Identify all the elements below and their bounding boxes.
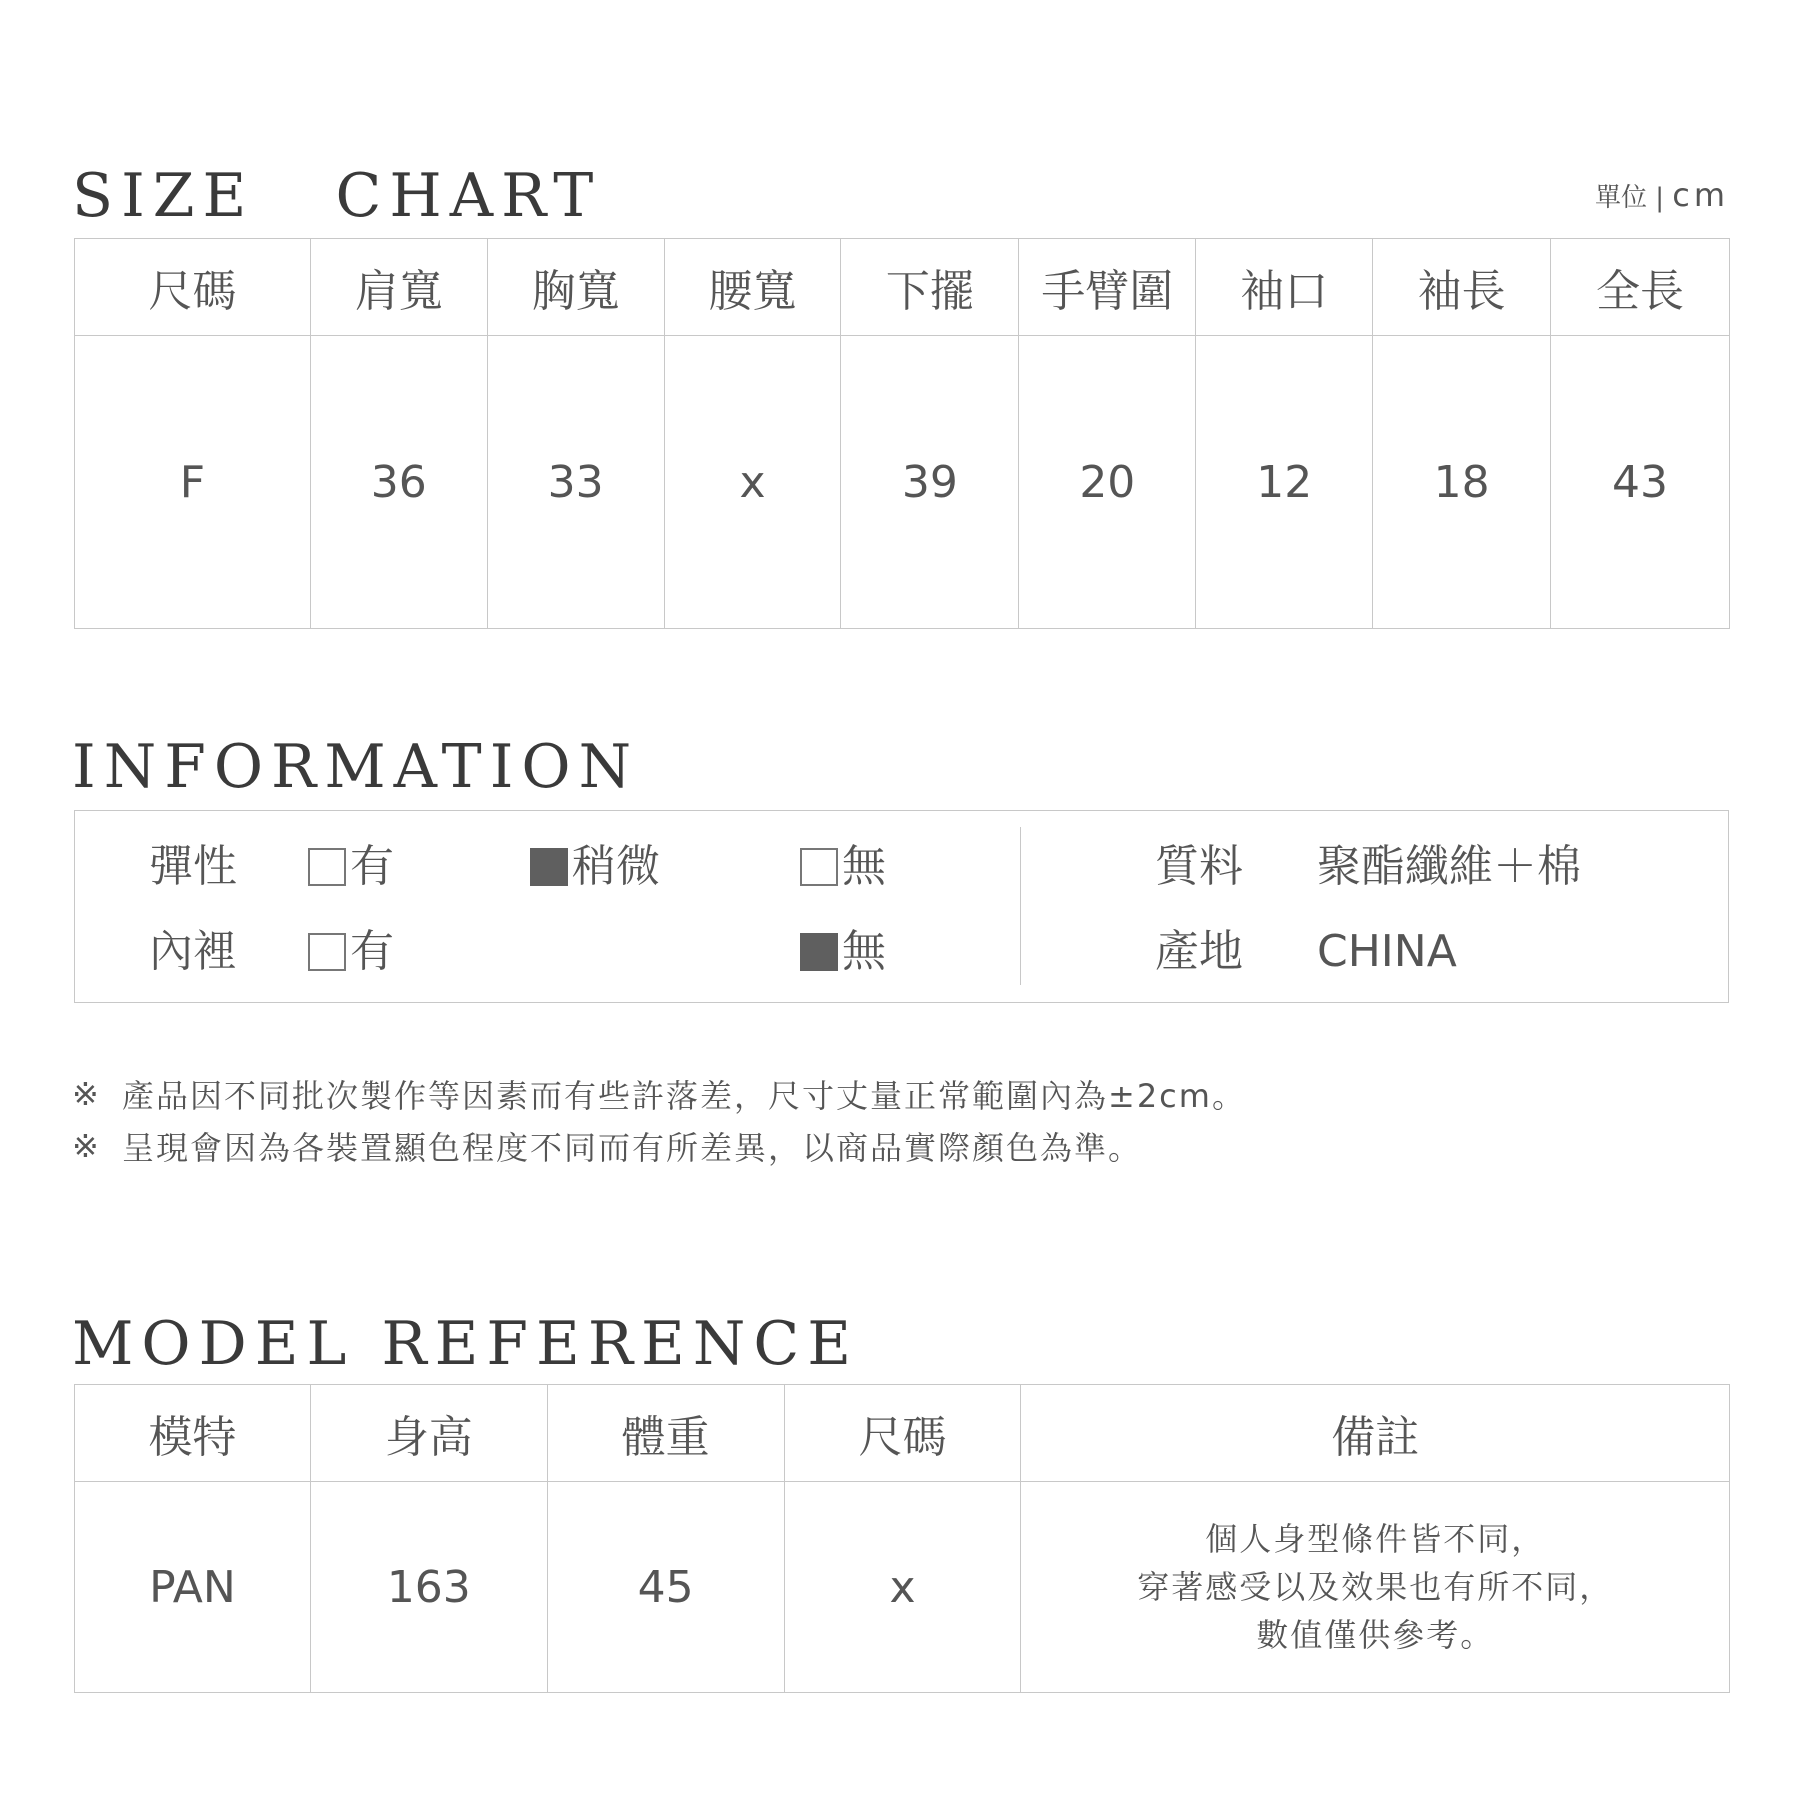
header-cell-length: 全長 <box>1551 239 1730 336</box>
note-line <box>72 1120 1246 1172</box>
cell-height: 163 <box>310 1482 547 1693</box>
checkbox-empty-icon <box>308 848 346 886</box>
cell-model: PAN <box>75 1482 311 1693</box>
material-value: 聚酯纖維＋棉 <box>1317 841 1581 892</box>
remark-line: 穿著感受以及效果也有所不同， <box>1137 1568 1614 1606</box>
cell-remark <box>1021 1482 1730 1693</box>
size-data-row <box>75 336 1730 629</box>
info-divider <box>1020 827 1021 985</box>
origin-value: CHINA <box>1317 926 1457 977</box>
option-label: 有 <box>350 841 394 892</box>
cell-size: x <box>784 1482 1021 1693</box>
cell-hem: 39 <box>841 336 1019 629</box>
cell-arm: 20 <box>1019 336 1196 629</box>
elasticity-label: 彈性 <box>149 841 237 892</box>
elasticity-option-none[interactable] <box>800 841 886 892</box>
header-cell-remark: 備註 <box>1021 1385 1730 1482</box>
note-line <box>72 1068 1246 1120</box>
header-cell-sleeve: 袖長 <box>1373 239 1551 336</box>
unit-label: 單位 | <box>1594 183 1664 213</box>
header-cell-weight: 體重 <box>547 1385 784 1482</box>
model-reference-table <box>74 1384 1730 1693</box>
size-chart-table <box>74 238 1730 629</box>
reference-mark-icon: ※ <box>72 1075 101 1113</box>
cell-length: 43 <box>1551 336 1730 629</box>
model-data-row <box>75 1482 1730 1693</box>
cell-shoulder: 36 <box>310 336 487 629</box>
header-cell-waist: 腰寬 <box>664 239 841 336</box>
remark-line: 數值僅供參考。 <box>1256 1616 1495 1654</box>
checkbox-filled-icon <box>800 933 838 971</box>
note-text: 產品因不同批次製作等因素而有些許落差，尺寸丈量正常範圍內為±2cm。 <box>122 1077 1246 1115</box>
unit-note <box>1595 176 1729 214</box>
lining-option-yes[interactable] <box>308 926 394 977</box>
checkbox-filled-icon <box>530 848 568 886</box>
cell-size: F <box>75 336 311 629</box>
model-header-row <box>75 1385 1730 1482</box>
option-label: 無 <box>842 926 886 977</box>
lining-label: 內裡 <box>149 926 237 977</box>
header-cell-arm: 手臂圍 <box>1019 239 1196 336</box>
header-cell-size: 尺碼 <box>784 1385 1021 1482</box>
elasticity-option-yes[interactable] <box>308 841 394 892</box>
option-label: 有 <box>350 926 394 977</box>
remark-line: 個人身型條件皆不同， <box>1205 1520 1546 1558</box>
information-box <box>74 810 1729 1003</box>
cell-sleeve: 18 <box>1373 336 1551 629</box>
cell-weight: 45 <box>547 1482 784 1693</box>
size-chart-title: SIZE CHART <box>72 161 602 231</box>
lining-option-none[interactable] <box>800 926 886 977</box>
cell-cuff: 12 <box>1196 336 1373 629</box>
cell-chest: 33 <box>487 336 664 629</box>
notes <box>72 1068 1246 1172</box>
header-cell-hem: 下擺 <box>841 239 1019 336</box>
origin-label: 產地 <box>1155 926 1243 977</box>
model-reference-title: MODEL REFERENCE <box>72 1309 860 1379</box>
note-text: 呈現會因為各裝置顯色程度不同而有所差異，以商品實際顏色為準。 <box>122 1129 1143 1167</box>
cell-waist: x <box>664 336 841 629</box>
header-cell-model: 模特 <box>75 1385 311 1482</box>
header-cell-chest: 胸寬 <box>487 239 664 336</box>
unit-value: cm <box>1672 176 1729 214</box>
header-cell-cuff: 袖口 <box>1196 239 1373 336</box>
header-cell-shoulder: 肩寬 <box>310 239 487 336</box>
information-title: INFORMATION <box>72 732 640 802</box>
header-cell-size: 尺碼 <box>75 239 311 336</box>
option-label: 稍微 <box>572 841 660 892</box>
option-label: 無 <box>842 841 886 892</box>
reference-mark-icon: ※ <box>72 1127 101 1165</box>
header-cell-height: 身高 <box>310 1385 547 1482</box>
size-header-row <box>75 239 1730 336</box>
elasticity-option-slight[interactable] <box>530 841 660 892</box>
material-label: 質料 <box>1155 841 1243 892</box>
checkbox-empty-icon <box>800 848 838 886</box>
checkbox-empty-icon <box>308 933 346 971</box>
